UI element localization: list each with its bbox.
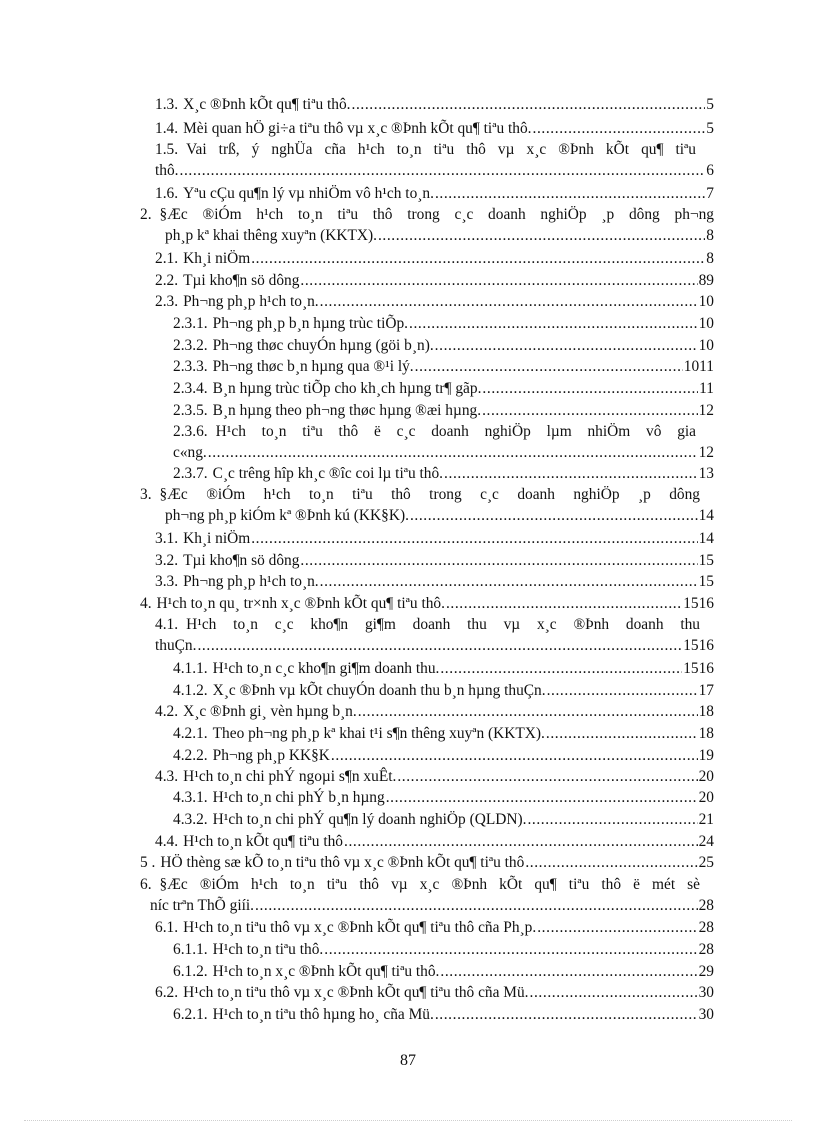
toc-entry-page: 30 bbox=[698, 1006, 714, 1023]
dot-leader bbox=[320, 291, 698, 312]
toc-entry-page: 18 bbox=[698, 703, 714, 720]
toc-entry-number: 4.2.1. bbox=[173, 725, 208, 742]
toc-entry-page: 15 bbox=[698, 573, 714, 590]
dot-leader bbox=[358, 701, 698, 722]
dot-leader bbox=[300, 270, 697, 291]
toc-entry-number: 4.2.2. bbox=[173, 747, 208, 764]
toc-entry-page: 11 bbox=[699, 380, 714, 397]
toc-entry bbox=[173, 723, 714, 744]
toc-entry-page: 25 bbox=[698, 854, 714, 871]
toc-entry-title: Kh¸i niÖm bbox=[183, 530, 251, 547]
toc-entry-title-continued: ph¸p kª khai thêng xuyªn (KKTX). bbox=[165, 227, 377, 244]
toc-entry-title: §Æc ®iÓm h¹ch to¸n tiªu thô trong c¸c doanh nghiÖp ¸p dông ph¬ng bbox=[159, 206, 714, 223]
toc-entry-number: 2.3.3. bbox=[173, 358, 208, 375]
toc-entry-number: 6.2.1. bbox=[173, 1006, 208, 1023]
toc-entry-page: 10 bbox=[698, 293, 714, 310]
toc-entry-number: 6.1. bbox=[155, 919, 179, 936]
toc-entry-number: 1.5. bbox=[155, 141, 179, 158]
toc-entry-page: 20 bbox=[698, 768, 714, 785]
toc-entry-number: 4.1.1. bbox=[173, 660, 208, 677]
toc-entry bbox=[140, 852, 714, 873]
toc-entry bbox=[155, 550, 714, 571]
toc-entry-page: 19 bbox=[698, 747, 714, 764]
toc-entry-title: Vai trß, ý nghÜa cña h¹ch to¸n tiªu thô vµ x¸c ®Þnh kÕt qu¶ tiªu bbox=[186, 141, 696, 158]
toc-entry-page: 17 bbox=[698, 682, 714, 699]
toc-entry-number: 4.3.1. bbox=[173, 789, 208, 806]
dot-leader bbox=[409, 313, 698, 334]
toc-entry bbox=[155, 118, 714, 139]
toc-entry-title: Yªu cÇu qu¶n lý vµ nhiÖm vô h¹ch to¸n. bbox=[183, 185, 434, 202]
toc-entry bbox=[140, 204, 714, 246]
toc-entry-title: H¹ch to¸n tiªu thô ë c¸c doanh nghiÖp lµm nhiÖm vô gia bbox=[215, 423, 696, 440]
toc-entry bbox=[155, 917, 714, 938]
toc-entry-page: 1516 bbox=[683, 660, 714, 677]
toc-entry-number: 2.2. bbox=[155, 272, 179, 289]
toc-entry-title: H¹ch to¸n tiªu thô vµ x¸c ®Þnh kÕt qu¶ tiªu thô cña Ph¸p. bbox=[183, 919, 537, 936]
toc-entry bbox=[173, 1004, 714, 1025]
dot-leader bbox=[208, 442, 698, 463]
toc-entry-number: 4.4. bbox=[155, 833, 179, 850]
toc-entry-number: 2.3.2. bbox=[173, 337, 208, 354]
toc-entry bbox=[155, 270, 714, 291]
dot-leader bbox=[251, 528, 697, 549]
dot-leader bbox=[415, 356, 683, 377]
toc-entry bbox=[155, 571, 714, 592]
toc-entry-page: 5 bbox=[706, 96, 714, 113]
toc-entry bbox=[155, 94, 714, 115]
toc-entry-number: 2.3.5. bbox=[173, 402, 208, 419]
toc-entry-page: 6 bbox=[706, 162, 714, 179]
toc-entry-title: H¹ch to¸n chi phÝ qu¶n lý doanh nghiÖp (QLDN). bbox=[212, 811, 527, 828]
dot-leader bbox=[180, 160, 706, 181]
toc-entry-number: 2.1. bbox=[155, 250, 179, 267]
toc-entry-title: C¸c trêng hîp kh¸c ®îc coi lµ tiªu thô. bbox=[212, 465, 444, 482]
toc-entry-title: X¸c ®Þnh vµ kÕt chuyÓn doanh thu b¸n hµng thuÇn. bbox=[212, 682, 546, 699]
toc-entry-number: 3.3. bbox=[155, 573, 179, 590]
toc-entry-title: Ph¬ng ph¸p h¹ch to¸n. bbox=[183, 573, 319, 590]
toc-entry-number: 4. bbox=[140, 595, 152, 612]
toc-entry-title: Tµi kho¶n sö dông bbox=[183, 272, 300, 289]
toc-entry-title: H¹ch to¸n qu¸ tr×nh x¸c ®Þnh kÕt qu¶ tiªu thô. bbox=[156, 595, 445, 612]
toc-entry bbox=[155, 183, 714, 204]
toc-entry-title: H¹ch to¸n x¸c ®Þnh kÕt qu¶ tiªu thô. bbox=[212, 963, 440, 980]
dot-leader bbox=[537, 917, 697, 938]
toc-entry bbox=[155, 614, 714, 656]
toc-entry-number: 1.3. bbox=[155, 96, 179, 113]
toc-entry-page: 15 bbox=[698, 552, 714, 569]
dot-leader bbox=[320, 571, 698, 592]
toc-entry bbox=[173, 658, 714, 679]
toc-entry-number: 1.6. bbox=[155, 185, 179, 202]
toc-entry bbox=[173, 680, 714, 701]
toc-entry-number: 2.3.4. bbox=[173, 380, 208, 397]
toc-entry-title: Ph¬ng thøc chuyÓn hµng (göi b¸n). bbox=[212, 337, 434, 354]
toc-entry-page: 30 bbox=[698, 984, 714, 1001]
dot-leader bbox=[482, 378, 698, 399]
toc-entry-page: 28 bbox=[698, 897, 714, 914]
toc-entry bbox=[173, 463, 714, 484]
toc-entry bbox=[140, 484, 714, 526]
toc-entry-title: Mèi quan hÖ gi÷a tiªu thô vµ x¸c ®Þnh kÕt qu¶ tiªu thô. bbox=[183, 120, 532, 137]
toc-entry-title: H¹ch to¸n c¸c kho¶n gi¶m doanh thu vµ x¸c ®Þnh doanh thu bbox=[186, 616, 700, 633]
toc-entry-page: 28 bbox=[698, 941, 714, 958]
toc-entry-title: X¸c ®Þnh gi¸ vèn hµng b¸n. bbox=[183, 703, 357, 720]
toc-entry-title: HÖ thèng sæ kÕ to¸n tiªu thô vµ x¸c ®Þnh kÕt qu¶ tiªu thô bbox=[160, 854, 525, 871]
toc-entry bbox=[173, 939, 714, 960]
dot-leader bbox=[251, 248, 705, 269]
toc-entry-number: 4.2. bbox=[155, 703, 179, 720]
toc-entry-title: Ph¬ng ph¸p b¸n hµng trùc tiÕp. bbox=[212, 315, 409, 332]
toc-entry-page: 14 bbox=[698, 507, 714, 524]
toc-entry-title: H¹ch to¸n kÕt qu¶ tiªu thô bbox=[183, 833, 343, 850]
toc-entry-number: 4.3.2. bbox=[173, 811, 208, 828]
toc-entry-page: 20 bbox=[698, 789, 714, 806]
toc-entry bbox=[173, 809, 714, 830]
toc-entry bbox=[155, 982, 714, 1003]
toc-entry-page: 13 bbox=[698, 465, 714, 482]
dot-leader bbox=[440, 658, 682, 679]
toc-entry-number: 4.3. bbox=[155, 768, 179, 785]
toc-entry-title: §Æc ®iÓm h¹ch to¸n tiªu thô trong c¸c doanh nghiÖp ¸p dông bbox=[159, 486, 700, 503]
toc-entry-page: 10 bbox=[698, 315, 714, 332]
toc-entry-title: H¹ch to¸n tiªu thô. bbox=[212, 941, 324, 958]
toc-entry bbox=[155, 528, 714, 549]
dot-leader bbox=[352, 94, 706, 115]
toc-entry-number: 6. bbox=[140, 876, 152, 893]
toc-entry-title: Kh¸i niÖm bbox=[183, 250, 251, 267]
toc-entry-title: H¹ch to¸n chi phÝ ngoµi s¶n xuÊt. bbox=[183, 768, 397, 785]
toc-entry-number: 6.2. bbox=[155, 984, 179, 1001]
toc-entry-page: 1011 bbox=[683, 358, 714, 375]
toc-entry-number: 4.1. bbox=[155, 616, 179, 633]
toc-entry bbox=[155, 766, 714, 787]
toc-entry-title: Tµi kho¶n sö dông bbox=[183, 552, 300, 569]
toc-entry-title: Ph¬ng ph¸p h¹ch to¸n. bbox=[183, 293, 319, 310]
toc-entry-number: 1.4. bbox=[155, 120, 179, 137]
toc-entry-number: 2.3.7. bbox=[173, 465, 208, 482]
toc-entry bbox=[140, 593, 714, 614]
toc-entry-page: 5 bbox=[706, 120, 714, 137]
dot-leader bbox=[533, 118, 706, 139]
dot-leader bbox=[397, 766, 697, 787]
toc-entry-page: 1516 bbox=[683, 595, 714, 612]
toc-entry-title: H¹ch to¸n c¸c kho¶n gi¶m doanh thu. bbox=[212, 660, 440, 677]
toc-entry-page: 24 bbox=[698, 833, 714, 850]
toc-entry-title-continued: thuÇn. bbox=[155, 637, 197, 654]
page-number: 87 bbox=[400, 1052, 416, 1069]
dot-leader bbox=[197, 635, 682, 656]
dot-leader bbox=[378, 225, 705, 246]
toc-entry bbox=[155, 701, 714, 722]
dot-leader bbox=[482, 400, 698, 421]
toc-entry-title: H¹ch to¸n tiªu thô hµng ho¸ cña Mü. bbox=[212, 1006, 434, 1023]
dot-leader bbox=[255, 895, 698, 916]
dot-leader bbox=[410, 505, 698, 526]
toc-entry bbox=[173, 745, 714, 766]
toc-entry-number: 2.3.1. bbox=[173, 315, 208, 332]
dot-leader bbox=[331, 745, 698, 766]
toc-entry-page: 12 bbox=[698, 444, 714, 461]
toc-entry-page: 10 bbox=[698, 337, 714, 354]
dot-leader bbox=[525, 852, 697, 873]
toc-entry bbox=[140, 874, 714, 916]
toc-entry-title-continued: c«ng. bbox=[173, 444, 207, 461]
toc-entry-page: 89 bbox=[698, 272, 714, 289]
dot-leader bbox=[547, 680, 698, 701]
toc-entry bbox=[173, 313, 714, 334]
toc-entry bbox=[155, 139, 714, 181]
dot-leader bbox=[435, 1004, 698, 1025]
dot-leader bbox=[440, 961, 697, 982]
toc-entry-title: Ph¬ng ph¸p KK§K bbox=[212, 747, 330, 764]
toc-entry-page: 12 bbox=[698, 402, 714, 419]
toc-entry-page: 1516 bbox=[683, 637, 714, 654]
toc-entry bbox=[173, 378, 714, 399]
dot-leader bbox=[300, 550, 697, 571]
toc-entry bbox=[173, 400, 714, 421]
dot-leader bbox=[530, 982, 698, 1003]
toc-entry bbox=[173, 356, 714, 377]
toc-entry-title-continued: thô. bbox=[155, 162, 179, 179]
toc-entry-page: 14 bbox=[698, 530, 714, 547]
toc-entry bbox=[173, 787, 714, 808]
dot-leader bbox=[444, 463, 698, 484]
toc-entry-title: H¹ch to¸n tiªu thô vµ x¸c ®Þnh kÕt qu¶ tiªu thô cña Mü. bbox=[183, 984, 529, 1001]
toc-entry-title: X¸c ®Þnh kÕt qu¶ tiªu thô. bbox=[183, 96, 351, 113]
toc-entry-title: Ph¬ng thøc b¸n hµng qua ®¹i lý. bbox=[212, 358, 414, 375]
dot-leader bbox=[546, 723, 698, 744]
toc-entry-number: 5 . bbox=[140, 854, 156, 871]
toc-entry-title: H¹ch to¸n chi phÝ b¸n hµng bbox=[212, 789, 385, 806]
toc-entry bbox=[155, 291, 714, 312]
toc-entry-title: B¸n hµng theo ph¬ng thøc hµng ®æi hµng. bbox=[212, 402, 482, 419]
toc-entry-number: 4.1.2. bbox=[173, 682, 208, 699]
dot-leader bbox=[435, 183, 705, 204]
toc-entry-number: 3.1. bbox=[155, 530, 179, 547]
toc-entry bbox=[155, 248, 714, 269]
dot-leader bbox=[446, 593, 682, 614]
footer-dotted-rule bbox=[24, 1120, 792, 1121]
toc-entry-title: Theo ph¬ng ph¸p kª khai t¹i s¶n thêng xuyªn (KKTX). bbox=[212, 725, 545, 742]
toc-entry-page: 21 bbox=[698, 811, 714, 828]
toc-entry-title-continued: níc trªn ThÕ giíi. bbox=[150, 897, 254, 914]
dot-leader bbox=[435, 335, 698, 356]
toc-entry-page: 8 bbox=[706, 250, 714, 267]
toc-entry-number: 3. bbox=[140, 486, 152, 503]
toc-entry-number: 2.3.6. bbox=[173, 423, 208, 440]
toc-entry-page: 18 bbox=[698, 725, 714, 742]
dot-leader bbox=[527, 809, 697, 830]
toc-entry-page: 28 bbox=[698, 919, 714, 936]
dot-leader bbox=[386, 787, 698, 808]
dot-leader bbox=[324, 939, 697, 960]
dot-leader bbox=[344, 831, 698, 852]
toc-entry-title: B¸n hµng trùc tiÕp cho kh¸ch hµng tr¶ gãp. bbox=[212, 380, 482, 397]
toc-entry-number: 2.3. bbox=[155, 293, 179, 310]
toc-entry-title-continued: ph¬ng ph¸p kiÓm kª ®Þnh kú (KK§K). bbox=[165, 507, 409, 524]
toc-entry-title: §Æc ®iÓm h¹ch to¸n tiªu thô vµ x¸c ®Þnh kÕt qu¶ tiªu thô ë mét sè bbox=[159, 876, 700, 893]
toc-entry-page: 8 bbox=[706, 227, 714, 244]
toc-entry-page: 7 bbox=[706, 185, 714, 202]
toc-entry bbox=[173, 335, 714, 356]
toc-entry-number: 6.1.1. bbox=[173, 941, 208, 958]
toc-entry bbox=[173, 421, 714, 463]
toc-entry-number: 3.2. bbox=[155, 552, 179, 569]
toc-entry-number: 2. bbox=[140, 206, 152, 223]
toc-entry-number: 6.1.2. bbox=[173, 963, 208, 980]
toc-entry bbox=[173, 961, 714, 982]
toc-entry bbox=[155, 831, 714, 852]
toc-entry-page: 29 bbox=[698, 963, 714, 980]
